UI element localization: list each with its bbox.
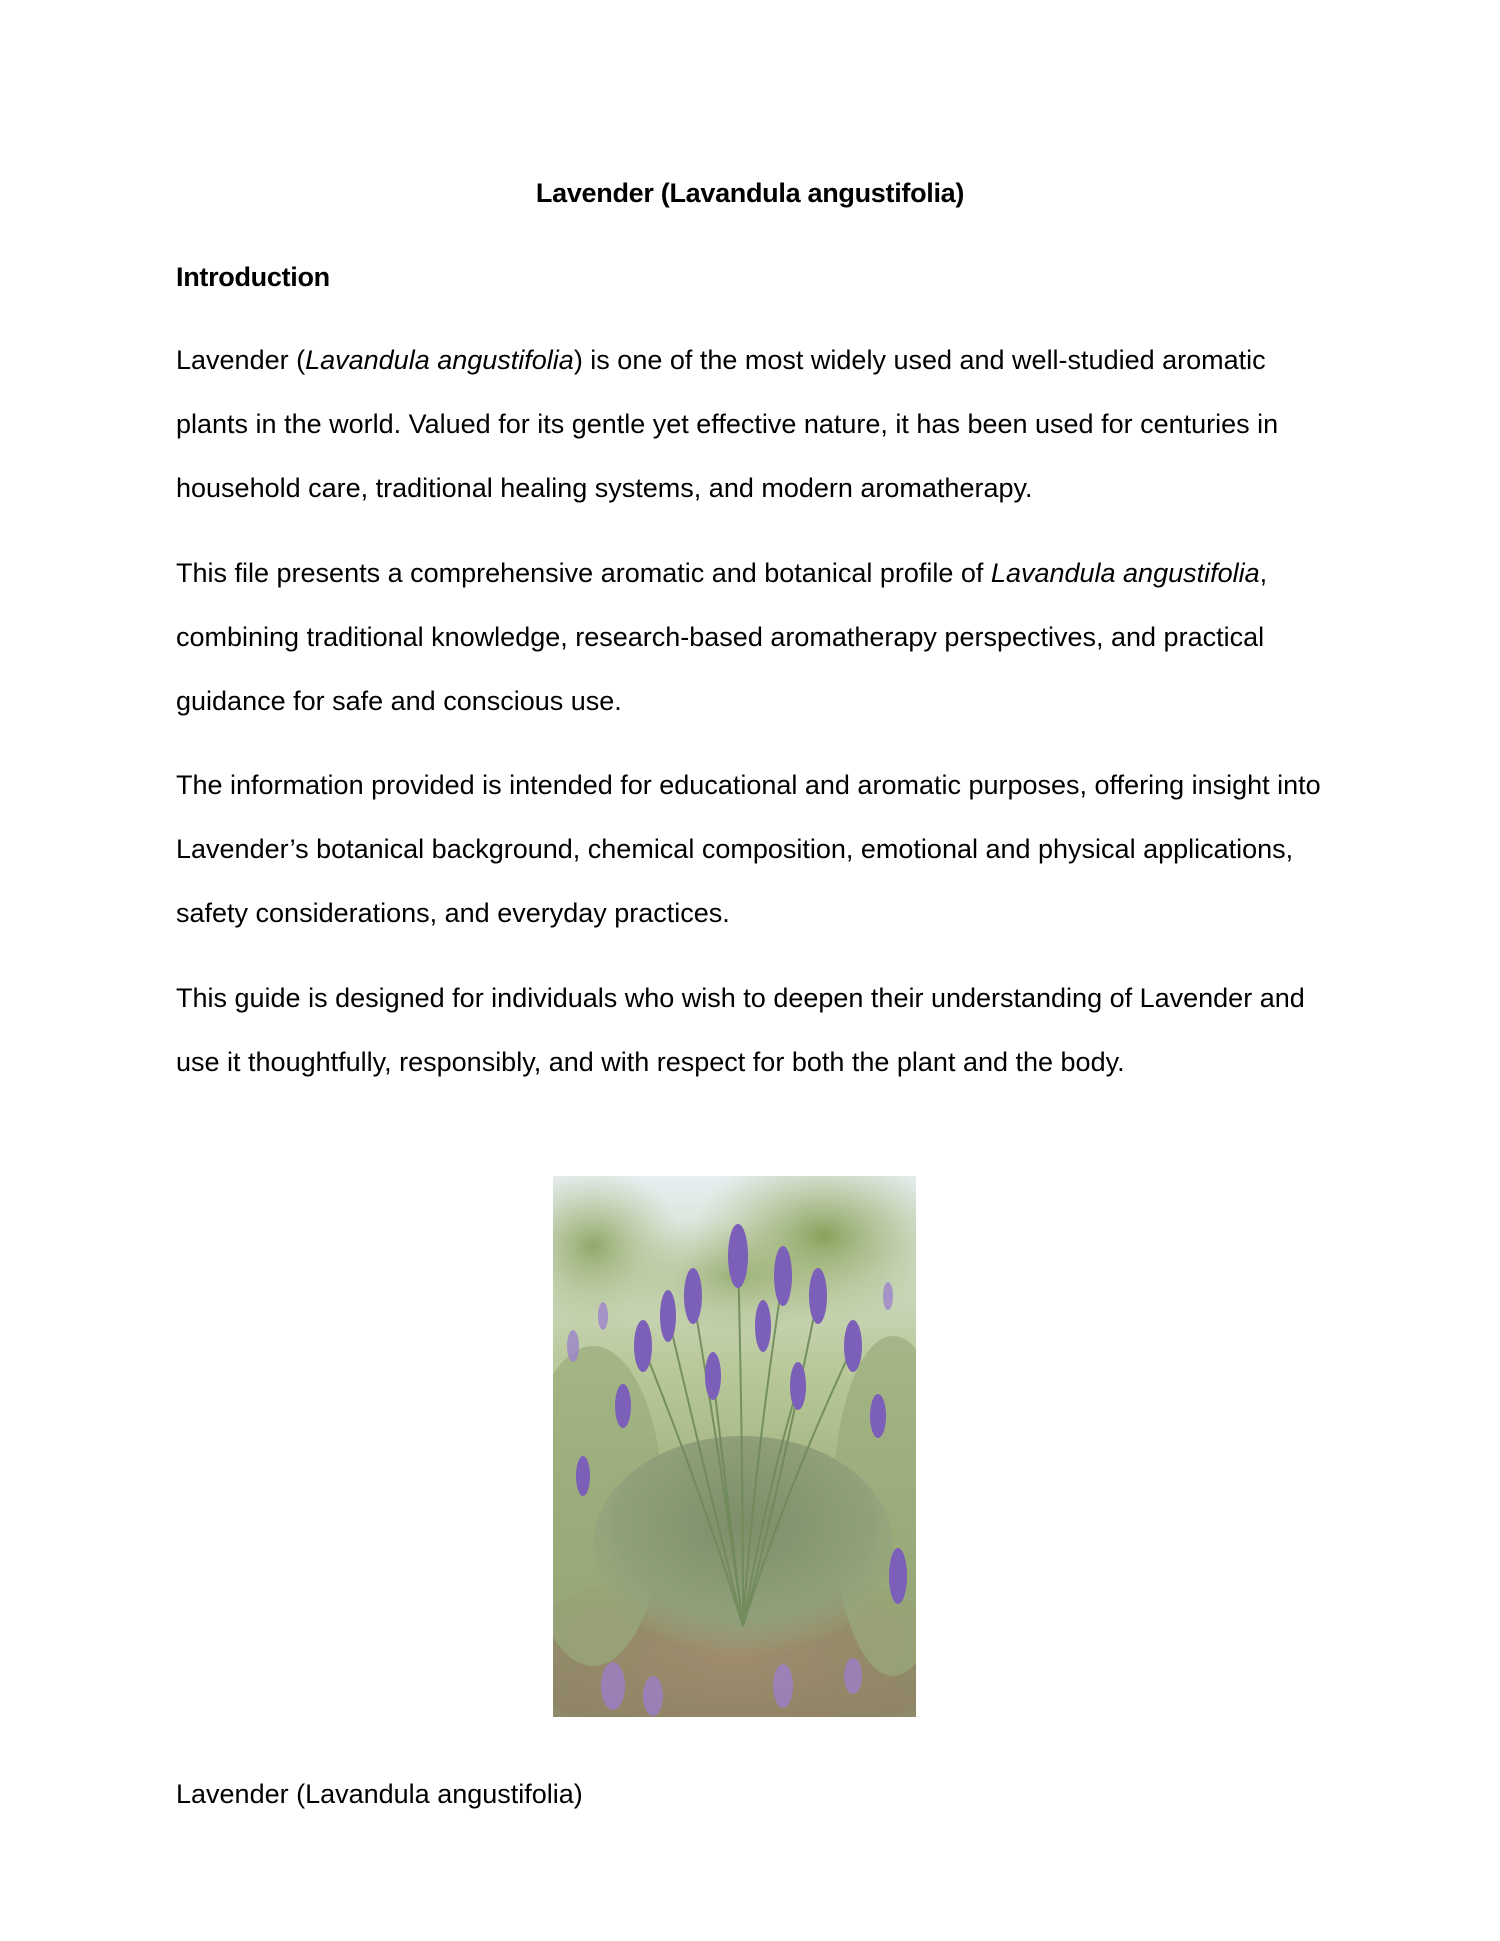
botanical-name: Lavandula angustifolia: [990, 558, 1260, 588]
image-caption: Lavender (Lavandula angustifolia): [176, 1779, 583, 1809]
paragraph-line: household care, traditional healing systems, and modern aromatherapy.: [176, 473, 1033, 503]
paragraph-line: plants in the world. Valued for its gentle yet effective nature, it has been used for centuries in: [176, 409, 1279, 439]
paragraph-4: [176, 966, 1336, 1094]
paragraph-line: This file presents a comprehensive aromatic and botanical profile of Lavandula angustifolia,: [176, 558, 1268, 588]
lavender-photo: [553, 1176, 916, 1717]
paragraph-2: [176, 541, 1336, 733]
paragraph-line: safety considerations, and everyday practices.: [176, 898, 730, 928]
paragraph-line: use it thoughtfully, responsibly, and with respect for both the plant and the body.: [176, 1047, 1125, 1077]
paragraph-line: Lavender (Lavandula angustifolia) is one of the most widely used and well-studied aromatic: [176, 345, 1266, 375]
document-title: Lavender (Lavandula angustifolia): [535, 178, 965, 208]
paragraph-line: guidance for safe and conscious use.: [176, 686, 622, 716]
paragraph-line: combining traditional knowledge, research-based aromatherapy perspectives, and practical: [176, 622, 1265, 652]
botanical-name: Lavandula angustifolia: [305, 345, 574, 375]
paragraph-line: The information provided is intended for educational and aromatic purposes, offering insight into: [176, 770, 1321, 800]
paragraph-1: [176, 328, 1336, 520]
section-heading-introduction: Introduction: [176, 262, 330, 292]
paragraph-line: This guide is designed for individuals who wish to deepen their understanding of Lavender and: [176, 983, 1305, 1013]
paragraph-3: [176, 753, 1336, 945]
lavender-plant-illustration: [553, 1176, 916, 1717]
paragraph-line: Lavender’s botanical background, chemical composition, emotional and physical applications,: [176, 834, 1294, 864]
